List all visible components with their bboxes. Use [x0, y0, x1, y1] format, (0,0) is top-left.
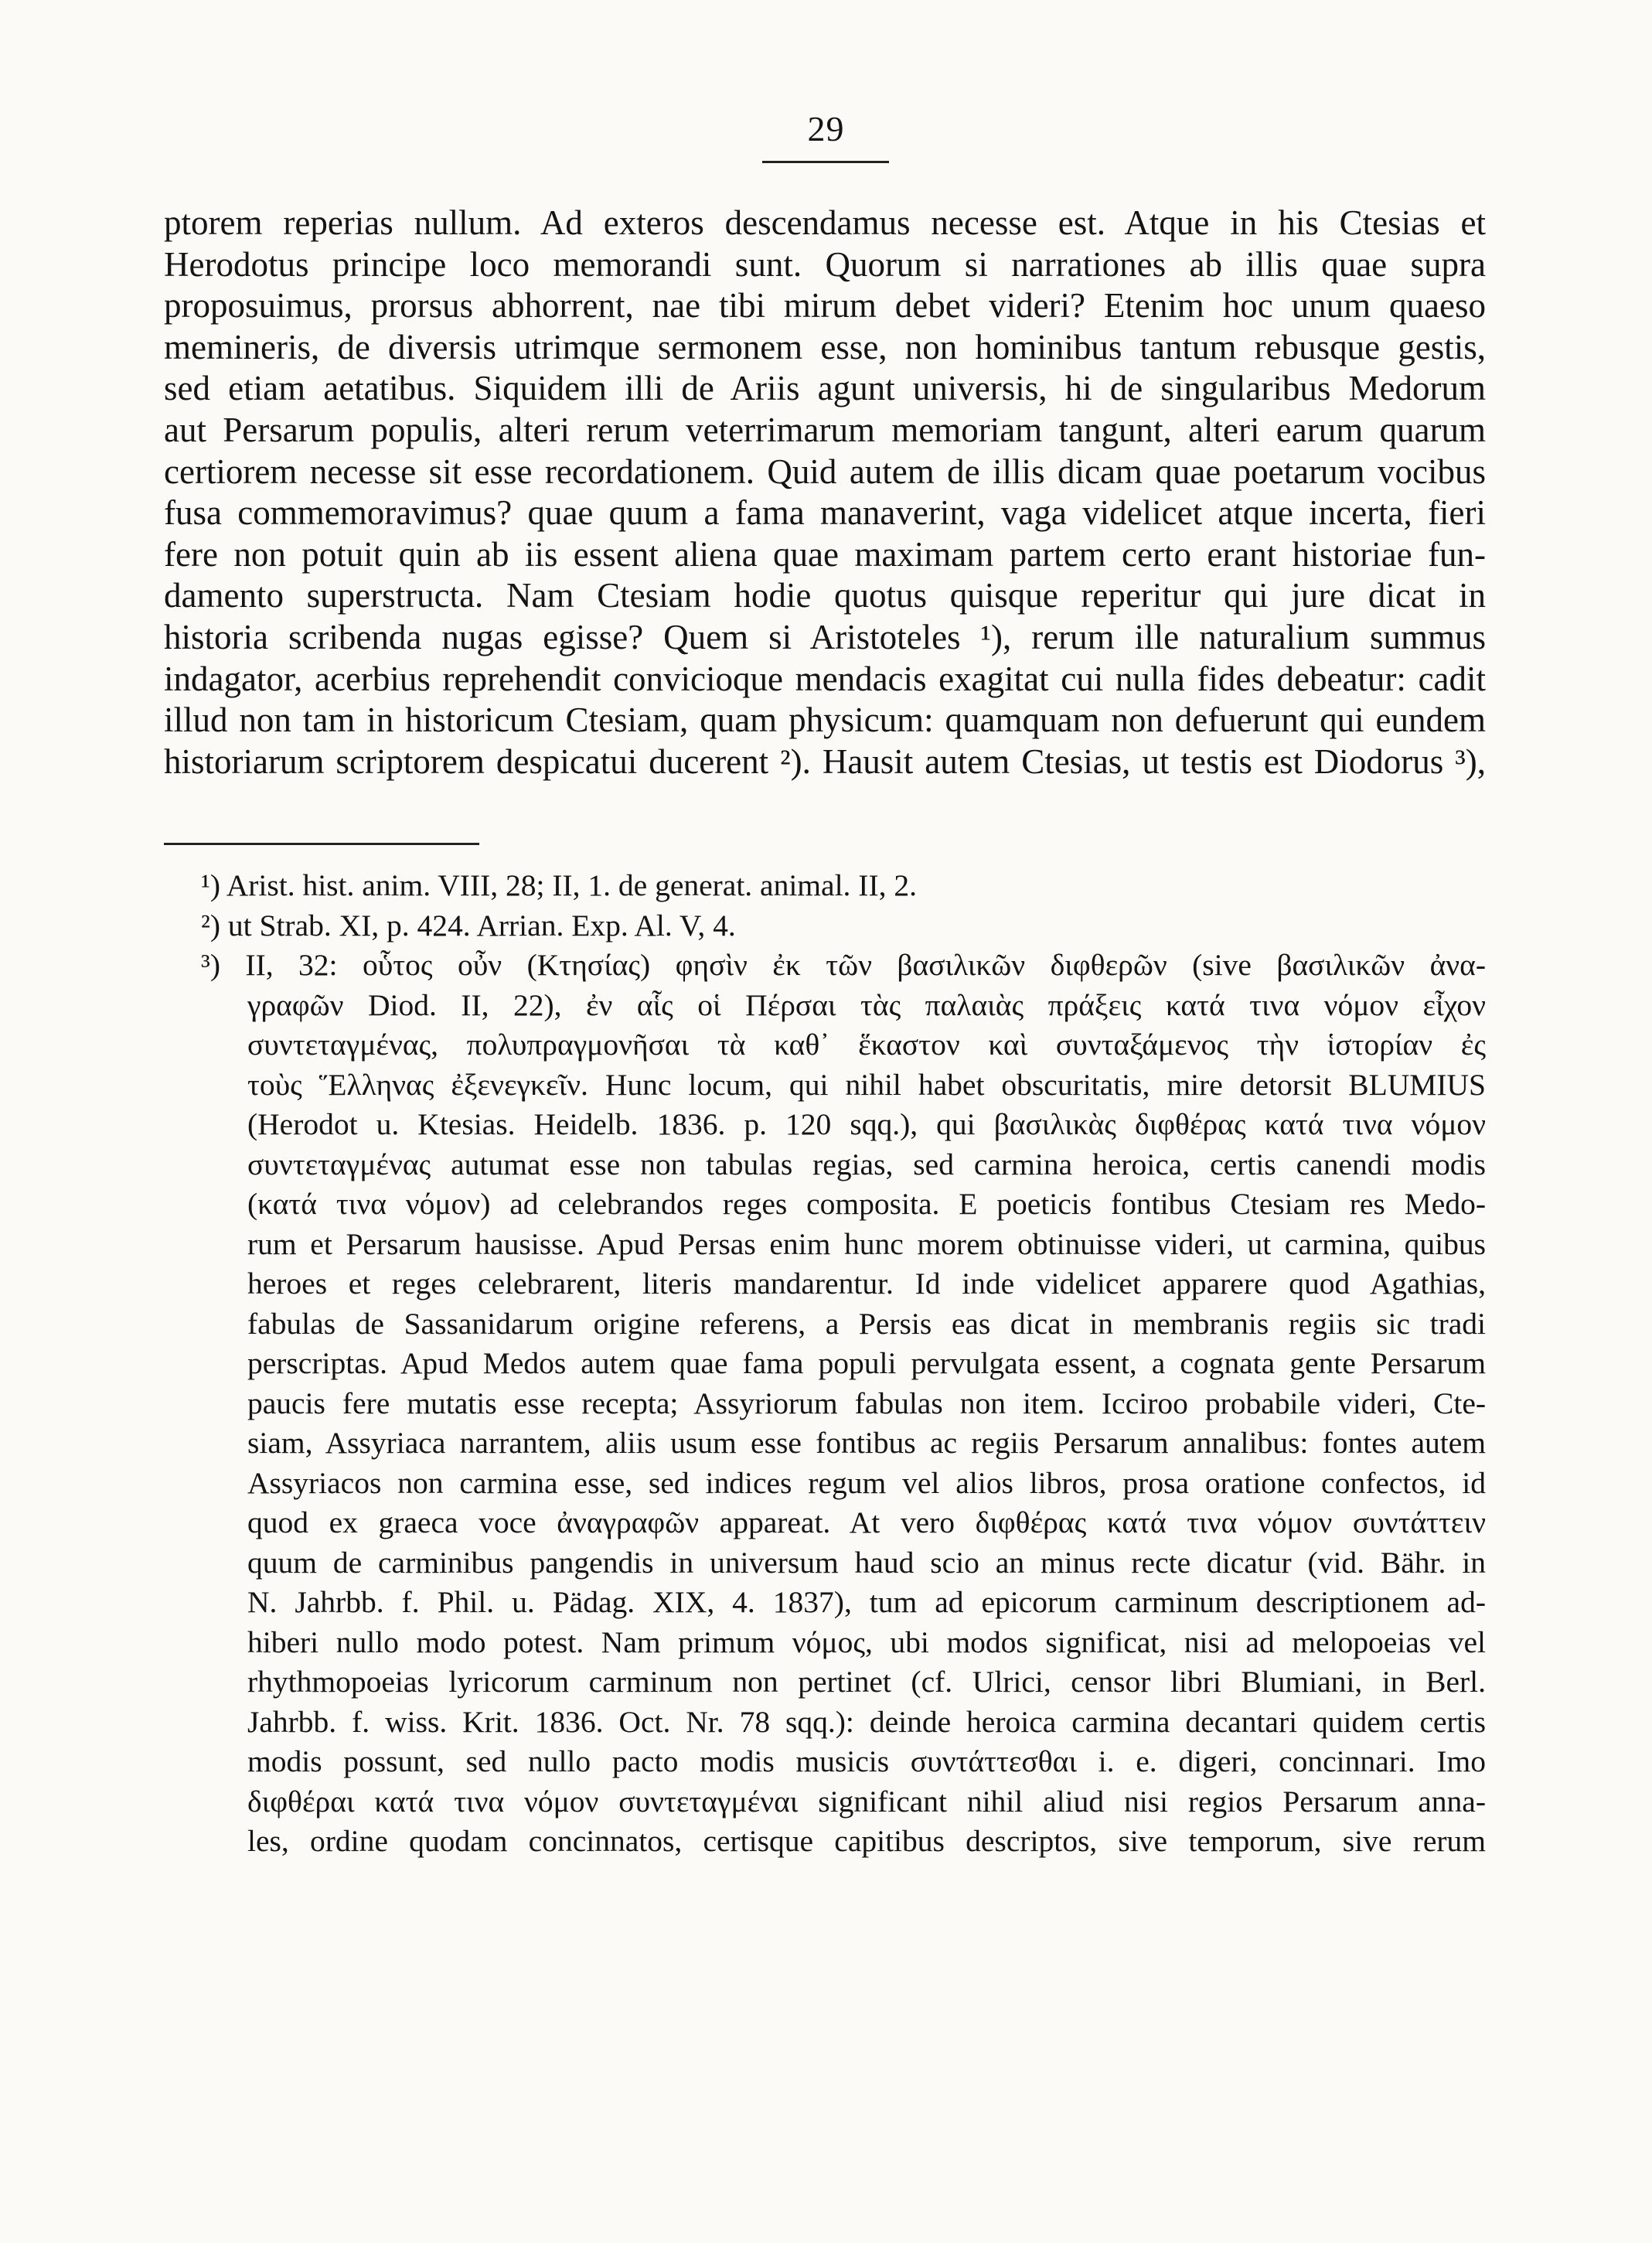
footnote-line: quum de carminibus pangendis in universum haud scio an minus recte dicatur (vid. Bähr. in: [247, 1545, 1486, 1580]
page-number-rule: [762, 161, 889, 163]
footnote-line: Assyriacos non carmina esse, sed indices regum vel alios libros, prosa oratione confectos, id: [247, 1465, 1486, 1500]
footnote-line: les, ordine quodam concinnatos, certisque capitibus descriptos, sive temporum, sive rerum: [247, 1824, 1486, 1858]
footnote-line: συντεταγμένας autumat esse non tabulas regias, sed carmina heroica, certis canendi modis: [247, 1147, 1486, 1181]
footnote-line: ²) ut Strab. XI, p. 424. Arrian. Exp. Al. V, 4.: [201, 908, 736, 943]
page-number: 29: [807, 109, 845, 148]
footnote-line: fabulas de Sassanidarum origine referens, a Persis eas dicat in membranis regiis sic tradi: [247, 1306, 1486, 1341]
footnote-line: siam, Assyriaca narrantem, aliis usum esse fontibus ac regiis Persarum annalibus: fontes autem: [247, 1426, 1486, 1460]
footnote-line: quod ex graeca voce ἀναγραφῶν appareat. At vero διφθέρας κατά τινα νόμον συντάττειν: [247, 1505, 1486, 1539]
footnote-line: ³) II, 32: οὗτος οὖν (Κτησίας) φησὶν ἐκ τῶν βασιλικῶν διφθερῶν (sive βασιλικῶν ἀνα-: [201, 948, 1486, 982]
body-line: aut Persarum populis, alteri rerum veterrimarum memoriam tangunt, alteri earum quarum: [164, 410, 1486, 449]
footnote-line: rhythmopoeias lyricorum carminum non pertinet (cf. Ulrici, censor libri Blumiani, in Berl.: [247, 1665, 1486, 1699]
footnote-line: ¹) Arist. hist. anim. VIII, 28; II, 1. de generat. animal. II, 2.: [201, 868, 917, 902]
body-line: fere non potuit quin ab iis essent aliena quae maximam partem certo erant historiae fun-: [164, 534, 1486, 574]
body-line: damento superstructa. Nam Ctesiam hodie quotus quisque reperitur qui jure dicat in: [164, 576, 1486, 615]
footnote-line: hiberi nullo modo potest. Nam primum νόμος, ubi modos significat, nisi ad melopoeias vel: [247, 1624, 1486, 1659]
footnotes: [201, 866, 1486, 1862]
footnote-line: modis possunt, sed nullo pacto modis musicis συντάττεσθαι i. e. digeri, concinnari. Imo: [247, 1744, 1486, 1778]
body-line: certiorem necesse sit esse recordationem. Quid autem de illis dicam quae poetarum vocibus: [164, 452, 1486, 491]
footnote-line: (Herodot u. Ktesias. Heidelb. 1836. p. 120 sqq.), qui βασιλικὰς διφθέρας κατά τινα νόμον: [247, 1107, 1486, 1141]
footnote-line: perscriptas. Apud Medos autem quae fama populi pervulgata essent, a cognata gente Persarum: [247, 1346, 1486, 1380]
body-line: Herodotus principe loco memorandi sunt. Quorum si narrationes ab illis quae supra: [164, 244, 1486, 284]
footnote-line: paucis fere mutatis esse recepta; Assyriorum fabulas non item. Icciroo probabile videri, Cte-: [247, 1386, 1486, 1420]
body-line: historiarum scriptorem despicatui ducerent ²). Hausit autem Ctesias, ut testis est Diodorus ³),: [164, 741, 1486, 781]
footnote-line: τοὺς Ἕλληνας ἐξενεγκεῖν. Hunc locum, qui nihil habet obscuritatis, mire detorsit BLUMIUS: [247, 1067, 1486, 1102]
footnote-line: heroes et reges celebrarent, literis mandarentur. Id inde videlicet apparere quod Agathias,: [247, 1266, 1486, 1300]
footnote-line: Jahrbb. f. wiss. Krit. 1836. Oct. Nr. 78 sqq.): deinde heroica carmina decantari quidem certis: [247, 1704, 1486, 1739]
footnote-line: N. Jahrbb. f. Phil. u. Pädag. XIX, 4. 1837), tum ad epicorum carminum descriptionem ad-: [247, 1585, 1486, 1619]
body-line: proposuimus, prorsus abhorrent, nae tibi mirum debet videri? Etenim hoc unum quaeso: [164, 286, 1486, 326]
footnote-line: συντεταγμένας, πολυπραγμονῆσαι τὰ καθ᾽ ἕκαστον καὶ συνταξάμενος τὴν ἱστορίαν ἐς: [247, 1028, 1486, 1062]
body-line: historia scribenda nugas egisse? Quem si Aristoteles ¹), rerum ille naturalium summus: [164, 617, 1486, 656]
body-line: memineris, de diversis utrimque sermonem esse, non hominibus tantum rebusque gestis,: [164, 327, 1486, 366]
body-text: [164, 203, 1486, 782]
footnote-line: διφθέραι κατά τινα νόμον συντεταγμέναι significant nihil aliud nisi regios Persarum anna-: [247, 1784, 1486, 1819]
body-line: fusa commemoravimus? quae quum a fama manaverint, vaga videlicet atque incerta, fieri: [164, 493, 1486, 533]
footnote-line: γραφῶν Diod. II, 22), ἐν αἷς οἱ Πέρσαι τὰς παλαιὰς πράξεις κατά τινα νόμον εἶχον: [247, 987, 1486, 1022]
footnote-separator: [164, 843, 479, 845]
body-line: ptorem reperias nullum. Ad exteros descendamus necesse est. Atque in his Ctesias et: [164, 203, 1486, 242]
body-line: sed etiam aetatibus. Siquidem illi de Ariis agunt universis, hi de singularibus Medorum: [164, 369, 1486, 408]
body-line: illud non tam in historicum Ctesiam, quam physicum: quamquam non defuerunt qui eundem: [164, 701, 1486, 740]
footnote-line: rum et Persarum hausisse. Apud Persas enim hunc morem obtinuisse videri, ut carmina, quibus: [247, 1226, 1486, 1261]
body-line: indagator, acerbius reprehendit convicioque mendacis exagitat cui nulla fides debeatur: cadit: [164, 659, 1486, 698]
footnote-line: (κατά τινα νόμον) ad celebrandos reges composita. E poeticis fontibus Ctesiam res Medo-: [247, 1187, 1486, 1221]
